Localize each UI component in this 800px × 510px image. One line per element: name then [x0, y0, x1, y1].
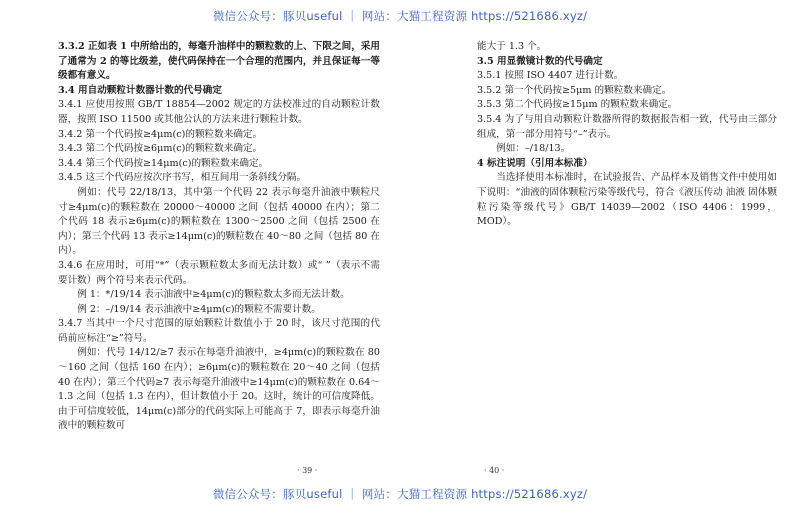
paragraph: 3.5.1 按照 ISO 4407 进行计数。	[477, 70, 624, 82]
page-number-right: · 40 ·	[484, 466, 505, 475]
left-page-column	[58, 40, 380, 434]
paragraph: 3.4.1 应使用按照 GB/T 18854—2002 规定的方法校准过的自动颗粒计数器，按照 ISO 11500 或其他公认的方法来进行颗粒计数。	[58, 99, 380, 125]
watermark-banner-top: 微信公众号：豚贝useful ｜ 网站：大猫工程资源 https://521686.xyz/	[212, 9, 588, 23]
paragraph: 例如：代号 22/18/13，其中第一个代码 22 表示每毫升油液中颗粒尺寸≥4μm(c)的颗粒数在 20000～40000 之间（包括 40000 在内）；第二个代码 18 表示≥6μm(c)的颗粒数在 1300～2500 之间（包括 2500 在内）；第三个代码 13 表示≥14μm(c)的颗粒数在 40～80 之间（包括 80 在内）。	[58, 186, 380, 257]
paragraph: 例 2：–/19/14 表示油液中≥4μm(c)的颗粒不需要计数。	[77, 303, 321, 315]
paragraph: 4 标注说明（引用本标准）	[477, 157, 593, 169]
paragraph: 3.5.3 第二个代码按≥15μm 的颗粒数来确定。	[477, 99, 678, 111]
watermark-banner-bottom: 微信公众号：豚贝useful ｜ 网站：大猫工程资源 https://521686.xyz/	[212, 487, 588, 501]
right-page-column	[477, 40, 777, 230]
paragraph: 3.4.2 第一个代码按≥4μm(c)的颗粒数来确定。	[58, 128, 263, 140]
page-number-left: · 39 ·	[297, 466, 318, 475]
paragraph: 3.4.3 第二个代码按≥6μm(c)的颗粒数来确定。	[58, 143, 263, 155]
paragraph: 例 1：*/19/14 表示油液中≥4μm(c)的颗粒数太多而无法计数。	[77, 289, 350, 301]
paragraph: 3.4.4 第三个代码按≥14μm(c)的颗粒数来确定。	[58, 157, 269, 169]
paragraph: 3.5.2 第一个代码按≥5μm 的颗粒数来确定。	[477, 84, 672, 96]
paragraph: 3.4.6 在应用时，可用“*”（表示颗粒数太多而无法计数）或“ ”（表示不需要计数）两个符号来表示代码。	[58, 259, 380, 286]
paragraph: 当选择使用本标准时，在试验报告、产品样本及销售文件中使用如下说明：“油液的固体颗粒污染等级代号，符合《液压传动 油液 固体颗粒污染等级代号》GB/T 14039—2002（ISO 4406：1999，MOD）。	[477, 172, 777, 228]
paragraph: 3.4.5 这三个代码应按次序书写，相互间用一条斜线分隔。	[58, 172, 307, 184]
paragraph: 3.5.4 为了与用自动颗粒计数器所得的数据报告相一致，代号由三部分组成，第一部分用符号“–”表示。	[477, 113, 777, 140]
paragraph: 例如：–/18/13。	[496, 143, 571, 155]
paragraph: 3.4.7 当其中一个尺寸范围的原始颗粒计数值小于 20 时，该尺寸范围的代码前应标注“≥”符号。	[58, 318, 380, 344]
paragraph: 3.3.2 正如表 1 中所给出的，每毫升油样中的颗粒数的上、下限之间，采用了通常为 2 的等比级差，使代码保持在一个合理的范围内，并且保证每一等级都有意义。	[58, 41, 380, 82]
paragraph: 例如：代号 14/12/≥7 表示在每毫升油液中，≥4μm(c)的颗粒数在 80～160 之间（包括 160 在内）；≥6μm(c)的颗粒数在 20～40 之间（包括 40 在内）；第三个代码≥7 表示每毫升油液中≥14μm(c)的颗粒数在 0.64～1.3 之间（包括 1.3 在内），但计数值小于 20。这时，统计的可信度降低。由于可信度较低，14μm(c)部分的代码实际上可能高于 7，即表示每毫升油液中的颗粒数可	[58, 347, 380, 432]
paragraph: 3.5 用显微镜计数的代号确定	[477, 55, 603, 67]
paragraph: 3.4 用自动颗粒计数器计数的代号确定	[58, 84, 222, 96]
paragraph: 能大于 1.3 个。	[477, 41, 547, 52]
